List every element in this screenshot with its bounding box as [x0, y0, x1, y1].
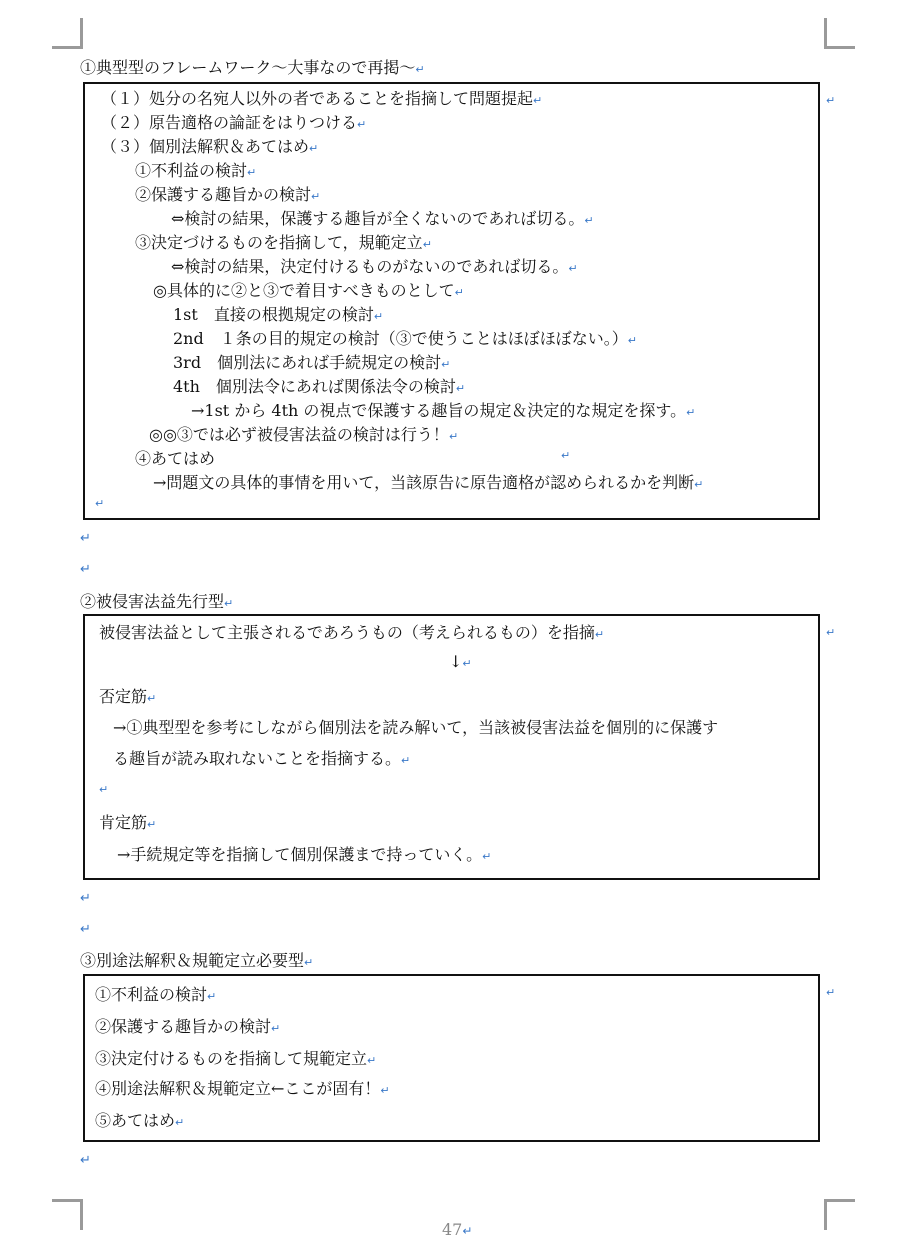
s1-line-9: ◎具体的に②と③で着目すべきものとして↵ [153, 281, 464, 300]
section1-box [83, 82, 820, 520]
s1-line-7: ③決定づけるものを指摘して，規範定立↵ [135, 233, 432, 252]
s1-line-12: 3rd 個別法にあれば手続規定の検討↵ [173, 353, 451, 372]
blank-paragraph-mark: ↵ [80, 922, 91, 937]
return-mark: ↵ [826, 986, 836, 999]
crop-mark-bottom-right [824, 1199, 855, 1230]
blank-paragraph-mark: ↵ [80, 891, 91, 906]
blank-paragraph-mark: ↵ [80, 531, 91, 546]
s1-line-13: 4th 個別法令にあれば関係法令の検討↵ [173, 377, 466, 396]
s1-line-5: ②保護する趣旨かの検討↵ [135, 185, 321, 204]
s2-line-negative-heading: 否定筋↵ [99, 687, 157, 706]
s3-line-3: ③決定付けるものを指摘して規範定立↵ [95, 1049, 377, 1068]
section1-heading: ①典型型のフレームワーク～大事なので再掲～↵ [80, 58, 425, 77]
s3-line-2: ②保護する趣旨かの検討↵ [95, 1017, 281, 1036]
return-mark: ↵ [95, 497, 105, 510]
page-number: 47↵ [442, 1220, 473, 1239]
return-mark: ↵ [826, 626, 836, 639]
return-mark: ↵ [99, 783, 109, 796]
s1-line-10: 1st 直接の根拠規定の検討↵ [173, 305, 384, 324]
s1-line-4: ①不利益の検討↵ [135, 161, 257, 180]
s2-line-negative-1: →①典型型を参考にしながら個別法を読み解いて，当該被侵害法益を個別的に保護す [113, 718, 719, 737]
s1-line-3: （３）個別法解釈＆あてはめ↵ [101, 137, 319, 156]
s2-down-arrow: ↓↵ [449, 652, 472, 671]
blank-paragraph-mark: ↵ [80, 1153, 91, 1168]
s1-line-2: （２）原告適格の論証をはりつける↵ [101, 113, 367, 132]
s1-line-17: →問題文の具体的事情を用いて，当該原告に原告適格が認められるかを判断↵ [153, 473, 704, 492]
section3-box [83, 974, 820, 1142]
s1-line-8: ⇔検討の結果，決定付けるものがないのであれば切る。↵ [171, 257, 578, 276]
crop-mark-top-right [824, 18, 855, 49]
s2-line-negative-2: る趣旨が読み取れないことを指摘する。↵ [113, 749, 411, 768]
s1-line-11: 2nd １条の目的規定の検討（③で使うことはほぼほぼない。）↵ [173, 329, 637, 348]
s1-line-15: ◎◎③では必ず被侵害法益の検討は行う！↵ [149, 425, 459, 444]
section3-heading: ③別途法解釈＆規範定立必要型↵ [80, 951, 314, 970]
s1-line-1: （１）処分の名宛人以外の者であることを指摘して問題提起↵ [101, 89, 543, 108]
return-mark: ↵ [826, 94, 836, 107]
s2-line-positive-1: →手続規定等を指摘して個別保護まで持っていく。↵ [117, 845, 492, 864]
s2-line-1: 被侵害法益として主張されるであろうもの（考えられるもの）を指摘↵ [99, 623, 605, 642]
s3-line-1: ①不利益の検討↵ [95, 985, 217, 1004]
s1-line-16: ④あてはめ [135, 449, 216, 468]
s1-line-14: →1st から 4th の視点で保護する趣旨の規定＆決定的な規定を探す。↵ [191, 401, 696, 420]
crop-mark-bottom-left [52, 1199, 83, 1230]
s1-line-6: ⇔検討の結果，保護する趣旨が全くないのであれば切る。↵ [171, 209, 594, 228]
s3-line-4: ④別途法解釈＆規範定立←ここが固有！↵ [95, 1079, 390, 1098]
blank-paragraph-mark: ↵ [80, 562, 91, 577]
crop-mark-top-left [52, 18, 83, 49]
section2-heading: ②被侵害法益先行型↵ [80, 592, 234, 611]
return-mark: ↵ [561, 449, 571, 462]
s3-line-5: ⑤あてはめ↵ [95, 1111, 185, 1130]
section2-box [83, 614, 820, 880]
s2-line-positive-heading: 肯定筋↵ [99, 813, 157, 832]
